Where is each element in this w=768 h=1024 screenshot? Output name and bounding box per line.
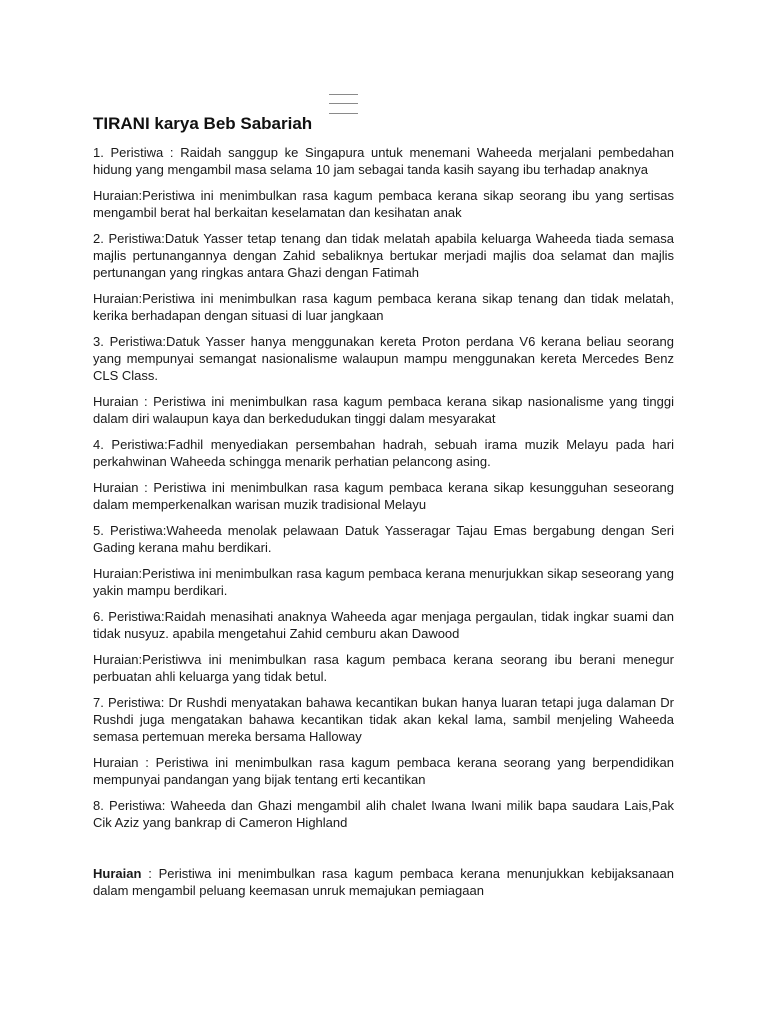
menu-bar [329,94,358,95]
document-body [93,114,674,908]
paragraph-4: Huraian:Peristiwa ini menimbulkan rasa kagum pembaca kerana sikap tenang dan tidak melatah, kerika berhadapan dengan situasi di luar jangkaan [93,291,674,323]
paragraph-7: 4. Peristiwa:Fadhil menyediakan persembahan hadrah, sebuah irama muzik Melayu pada hari perkahwinan Waheeda schingga menarik perhatian pelancong asing. [93,437,674,469]
paragraph-8: Huraian : Peristiwa ini menimbulkan rasa kagum pembaca kerana sikap kesungguhan seseorang dalam memperkenalkan warisan muzik tradisional Melayu [93,480,674,512]
final-paragraph-lead: Huraian [93,866,142,881]
paragraph-2: Huraian:Peristiwa ini menimbulkan rasa kagum pembaca kerana sikap seorang ibu yang sertisas mengambil berat hal berkaitan keselamatan dan kesihatan anak [93,188,674,220]
paragraph-10: Huraian:Peristiwa ini menimbulkan rasa kagum pembaca kerana menurjukkan sikap seseorang yang yakin mampu berdikari. [93,566,674,598]
paragraph-15: 8. Peristiwa: Waheeda dan Ghazi mengambil alih chalet Iwana Iwani milik bapa saudara Lais,Pak Cik Aziz yang bankrap di Cameron Highland [93,798,674,830]
final-paragraph [93,865,674,899]
paragraph-11: 6. Peristiwa:Raidah menasihati anaknya Waheeda agar menjaga pergaulan, tidak ingkar suami dan tidak nusyuz. apabila mengetahui Zahid cemburu akan Dawood [93,609,674,641]
hamburger-menu-icon[interactable] [329,93,358,115]
paragraph-6: Huraian : Peristiwa ini menimbulkan rasa kagum pembaca kerana sikap nasionalisme yang tinggi dalam diri walaupun kaya dan berkedudukan tinggi dalam mesyarakat [93,394,674,426]
paragraph-9: 5. Peristiwa:Waheeda menolak pelawaan Datuk Yasseragar Tajau Emas bergabung dengan Seri Gading kerana mahu berdikari. [93,523,674,555]
paragraph-14: Huraian : Peristiwa ini menimbulkan rasa kagum pembaca kerana seorang yang berpendidikan mempunyai pandangan yang bijak tentang erti kecantikan [93,755,674,787]
paragraph-13: 7. Peristiwa: Dr Rushdi menyatakan bahawa kecantikan bukan hanya luaran tetapi juga dalaman Dr Rushdi juga mengatakan bahawa kecantikan tidak akan kekal lama, sambil menjeling Waheeda semasa pertemuan mereka bersama Halloway [93,695,674,744]
document-title: TIRANI karya Beb Sabariah [93,114,313,133]
paragraph-5: 3. Peristiwa:Datuk Yasser hanya menggunakan kereta Proton perdana V6 kerana beliau seorang yang mempunyai semangat nasionalisme walaupun mampu menggunakan kereta Mercedes Benz CLS Class. [93,334,674,383]
paragraph-12: Huraian:Peristiwva ini menimbulkan rasa kagum pembaca kerana seorang ibu berani menegur perbuatan ahli keluarga yang tidak betul. [93,652,674,684]
paragraph-1: 1. Peristiwa : Raidah sanggup ke Singapura untuk menemani Waheeda merjalani pembedahan hidung yang mengambil masa selama 10 jam sebagai tanda kasih sayang ibu terhadap anaknya [93,145,674,177]
menu-bar [329,103,358,104]
final-paragraph-text: : Peristiwa ini menimbulkan rasa kagum pembaca kerana menunjukkan kebijaksanaan dalam mengambil peluang keemasan unruk memajukan pemiagaan [93,866,674,898]
paragraph-3: 2. Peristiwa:Datuk Yasser tetap tenang dan tidak melatah apabila keluarga Waheeda tiada semasa majlis pertunangannya dengan Zahid sebaliknya bertukar merjadi majlis doa selamat dan majlis pertunangan yang ringkas antara Ghazi dengan Fatimah [93,231,674,280]
